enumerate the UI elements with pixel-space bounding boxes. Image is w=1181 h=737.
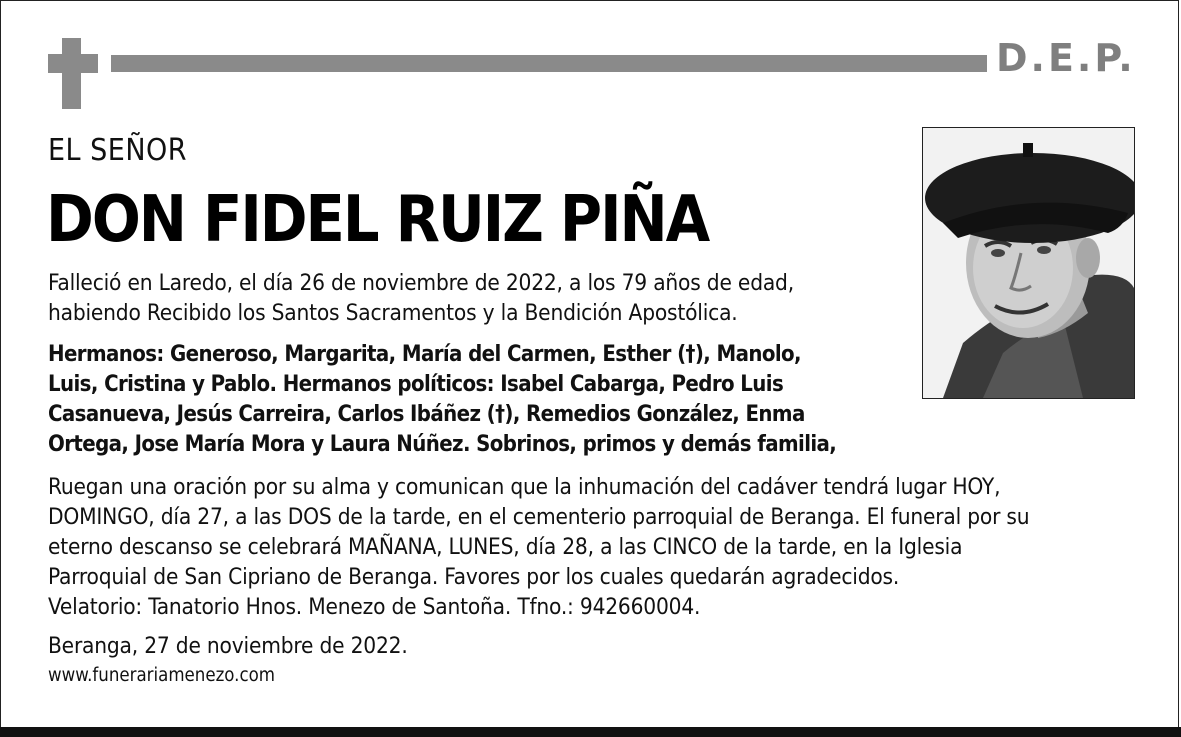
- ceremony-line: DOMINGO, día 27, a las DOS de la tarde, en el cementerio parroquial de Beranga. El funeral por su: [48, 504, 1030, 530]
- death-notice-line: habiendo Recibido los Santos Sacramentos y la Bendición Apostólica.: [48, 300, 738, 326]
- portrait-photo: [922, 127, 1135, 399]
- portrait-illustration: [923, 128, 1134, 398]
- family-line: Hermanos: Generoso, Margarita, María del Carmen, Esther (†), Manolo,: [48, 342, 801, 367]
- family-line: Casanueva, Jesús Carreira, Carlos Ibáñez (†), Remedios González, Enma: [48, 402, 805, 427]
- header-rule: [111, 55, 987, 72]
- family-line: Luis, Cristina y Pablo. Hermanos políticos: Isabel Cabarga, Pedro Luis: [48, 372, 784, 397]
- honorific: EL SEÑOR: [48, 133, 188, 168]
- cross-icon: [62, 38, 81, 109]
- bottom-bar: [0, 727, 1181, 737]
- place-date: Beranga, 27 de noviembre de 2022.: [48, 633, 408, 659]
- ceremony-line: Ruegan una oración por su alma y comunican que la inhumación del cadáver tendrá lugar HOY,: [48, 474, 1001, 500]
- dep-label: D.E.P.: [996, 36, 1136, 80]
- ceremony-line: eterno descanso se celebrará MAÑANA, LUNES, día 28, a las CINCO de la tarde, en la Iglesia: [48, 534, 963, 560]
- cross-icon-bar: [48, 54, 98, 73]
- deceased-name: DON FIDEL RUIZ PIÑA: [46, 183, 709, 257]
- death-notice-line: Falleció en Laredo, el día 26 de noviembre de 2022, a los 79 años de edad,: [48, 270, 794, 296]
- website-link[interactable]: www.funerariamenezo.com: [48, 665, 275, 686]
- family-list: [48, 340, 836, 460]
- ceremony-line: Parroquial de San Cipriano de Beranga. Favores por los cuales quedarán agradecidos.: [48, 564, 900, 590]
- family-line: Ortega, Jose María Mora y Laura Núñez. Sobrinos, primos y demás familia,: [48, 432, 837, 457]
- death-notice: [48, 268, 794, 328]
- ceremony-line: Velatorio: Tanatorio Hnos. Menezo de Santoña. Tfno.: 942660004.: [48, 594, 701, 620]
- ceremony-details: [48, 472, 1029, 622]
